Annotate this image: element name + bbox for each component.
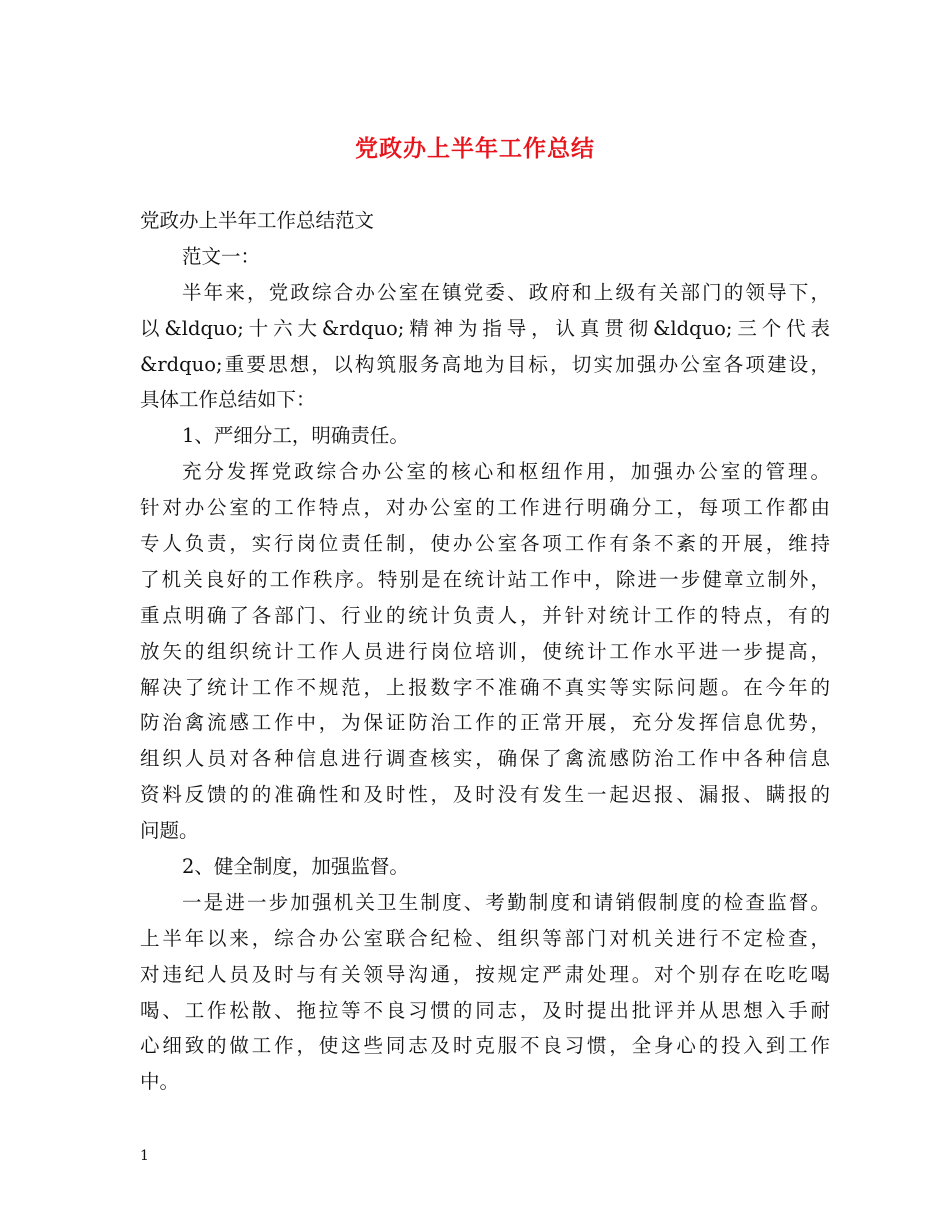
- paragraph-line: 上半年以来，综合办公室联合纪检、组织等部门对机关进行不定检查，: [140, 926, 830, 950]
- paragraph-line: &rdquo;重要思想，以构筑服务高地为目标，切实加强办公室各项建设，: [140, 352, 830, 376]
- paragraph-line: 喝、工作松散、拖拉等不良习惯的同志，及时提出批评并从思想入手耐: [140, 998, 830, 1022]
- paragraph-line: 问题。: [140, 819, 199, 843]
- document-body: [140, 203, 830, 1100]
- paragraph-line: 具体工作总结如下：: [140, 388, 316, 412]
- paragraph-line: 资料反馈的的准确性和及时性，及时没有发生一起迟报、漏报、瞒报的: [140, 783, 830, 807]
- subtitle-line: 党政办上半年工作总结范文: [140, 209, 375, 232]
- page-number: 1: [140, 1148, 149, 1164]
- paragraph-line: 一是进一步加强机关卫生制度、考勤制度和请销假制度的检查监督。: [182, 890, 830, 914]
- paragraph-line: 解决了统计工作不规范，上报数字不准确不真实等实际问题。在今年的: [140, 675, 830, 699]
- paragraph-line: 放矢的组织统计工作人员进行岗位培训，使统计工作水平进一步提高，: [140, 639, 830, 663]
- paragraph-line: 中。: [140, 1070, 180, 1094]
- paragraph-line: 重点明确了各部门、行业的统计负责人，并针对统计工作的特点，有的: [140, 603, 830, 627]
- item-heading: 1、严细分工，明确责任。: [182, 424, 409, 448]
- section-heading: 范文一：: [182, 244, 261, 268]
- paragraph-line: 组织人员对各种信息进行调查核实，确保了禽流感防治工作中各种信息: [140, 747, 830, 771]
- paragraph-line: 心细致的做工作，使这些同志及时克服不良习惯，全身心的投入到工作: [140, 1034, 830, 1058]
- paragraph-line: 对违纪人员及时与有关领导沟通，按规定严肃处理。对个别存在吃吃喝: [140, 962, 830, 986]
- paragraph-line: 针对办公室的工作特点，对办公室的工作进行明确分工，每项工作都由: [140, 496, 830, 520]
- paragraph-line: 半年来，党政综合办公室在镇党委、政府和上级有关部门的领导下，: [182, 280, 830, 304]
- paragraph-line: 了机关良好的工作秩序。特别是在统计站工作中，除进一步健章立制外，: [140, 567, 830, 591]
- paragraph-line: 以&ldquo;十六大&rdquo;精神为指导，认真贯彻&ldquo;三个代表: [140, 316, 830, 340]
- paragraph-line: 充分发挥党政综合办公室的核心和枢纽作用，加强办公室的管理。: [182, 460, 830, 484]
- document-title: 党政办上半年工作总结: [355, 135, 595, 162]
- paragraph-line: 防治禽流感工作中，为保证防治工作的正常开展，充分发挥信息优势，: [140, 711, 830, 735]
- paragraph-line: 专人负责，实行岗位责任制，使办公室各项工作有条不紊的开展，维持: [140, 532, 830, 556]
- item-heading: 2、健全制度，加强监督。: [182, 855, 409, 879]
